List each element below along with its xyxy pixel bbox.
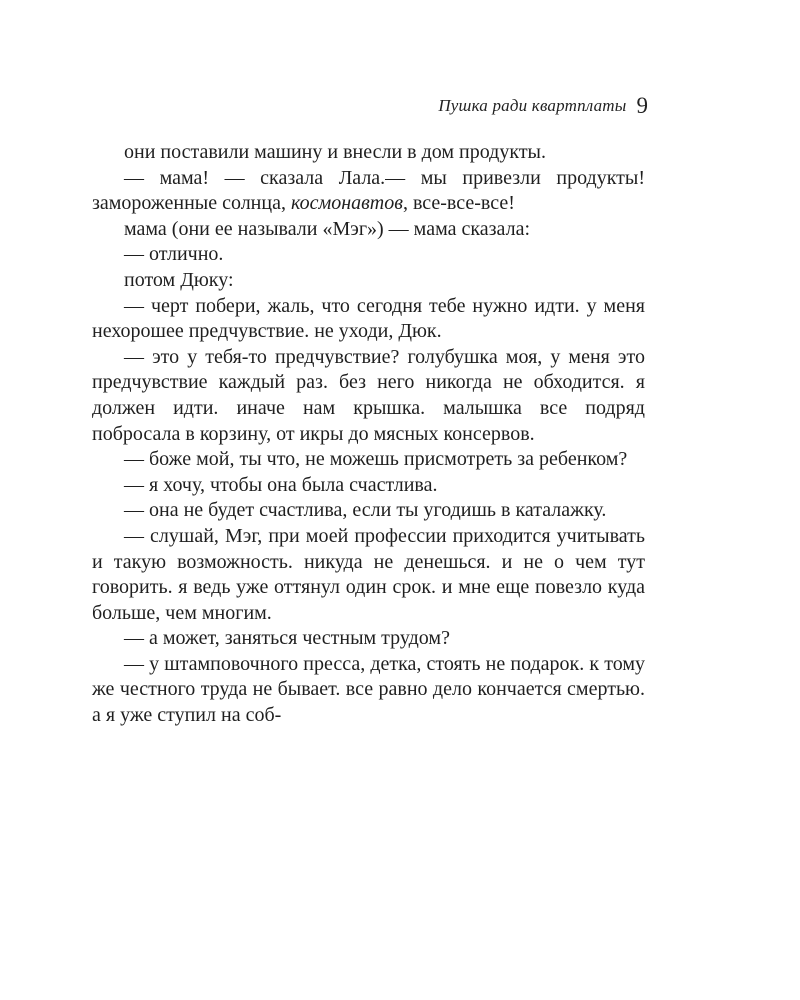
paragraph: они поставили машину и внесли в дом продукты. — [124, 141, 546, 163]
paragraph: — а может, заняться честным трудом? — [124, 627, 450, 650]
running-title: Пушка ради квартплаты — [438, 96, 627, 115]
paragraph: — черт побери, жаль, что сегодня тебе нужно идти. у меня нехорошее предчувствие. не уходи, Дюк. — [92, 294, 645, 343]
paragraph: — это у тебя-то предчувствие? голубушка моя, у меня это предчувствие каждый раз. без него никогда не обходится. я должен идти. иначе нам крышка. малышка все подряд побросала в корзину, от икры до мясных консервов. — [92, 345, 645, 445]
paragraph-text: , все-все-все! — [402, 192, 515, 215]
paragraph: — я хочу, чтобы она была счастлива. — [124, 473, 438, 496]
paragraph — [92, 166, 645, 217]
paragraph: мама (они ее называли «Мэг») — мама сказала: — [124, 217, 531, 240]
paragraph: — боже мой, ты что, не можешь присмотреть за ребенком? — [124, 448, 628, 471]
running-header — [438, 93, 648, 119]
paragraph: потом Дюку: — [124, 268, 234, 291]
page-number: 9 — [636, 93, 648, 118]
body-text — [92, 140, 645, 729]
paragraph: — отлично. — [124, 243, 224, 266]
paragraph-text: — мама! — сказала Лала.— мы привезли продукты! замороженные солнца, — [92, 166, 645, 215]
paragraph: — она не будет счастлива, если ты угодишь в каталажку. — [124, 499, 607, 522]
paragraph: — слушай, Мэг, при моей профессии приходится учитывать и такую возможность. никуда не денешься. и не о чем тут говорить. я ведь уже оттянул один срок. и мне еще повезло куда больше, чем многим. — [92, 524, 645, 624]
italic-word: космонавтов — [290, 192, 403, 215]
paragraph: — у штамповочного пресса, детка, стоять не подарок. к тому же честного труда не бывает. все равно дело кончается смертью. а я уже ступил на соб- — [92, 652, 645, 727]
